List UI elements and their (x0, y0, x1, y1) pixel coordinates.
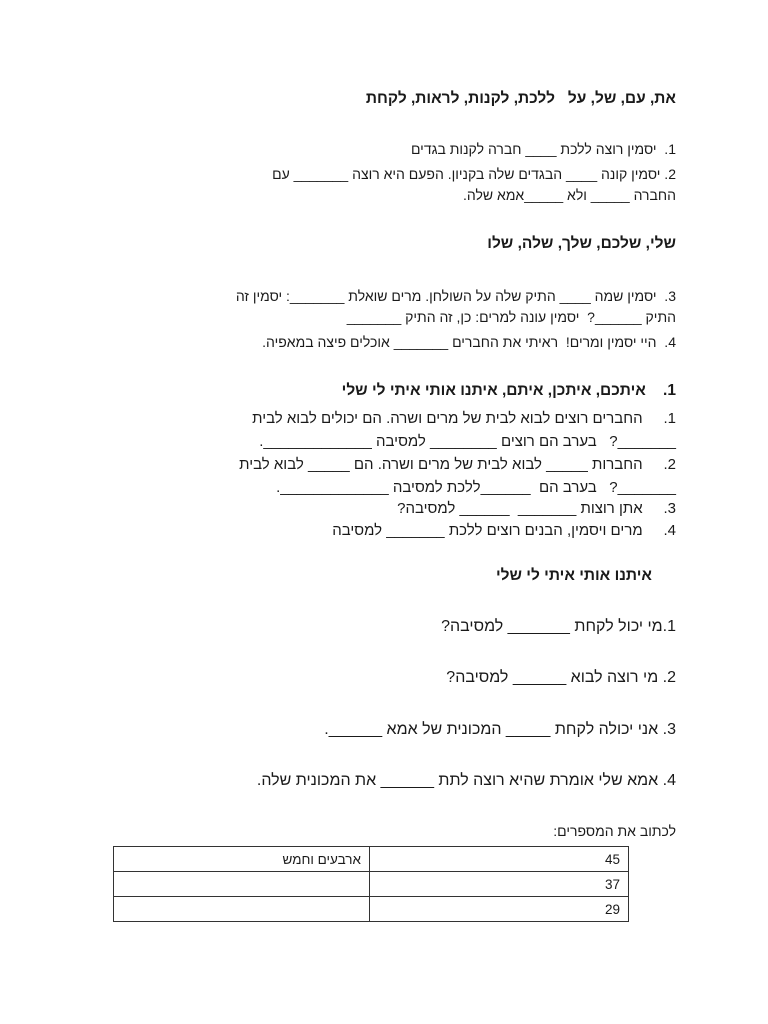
exercise-line: 2. החברות _____ לבוא לבית של מרים ושרה. הם _____ לבוא לבית (239, 456, 676, 473)
question-line: 4. אמא שלי אומרת שהיא רוצה לתת ______ את המכונית שלה. (256, 772, 676, 789)
numbers-table (113, 846, 629, 922)
exercise-line: 4. היי יסמין ומרים! ראיתי את החברים _______ אוכלים פיצה במאפיה. (262, 334, 676, 350)
numbers-instruction: לכתוב את המספרים: (553, 823, 676, 839)
exercise-line: 2. יסמין קונה ____ הבגדים שלה בקניון. הפעם היא רוצה _______ עם (272, 166, 676, 182)
exercise-line: 1. החברים רוצים לבוא לבית של מרים ושרה. הם יכולים לבוא לבית (252, 410, 676, 427)
section2-heading: שלי, שלכם, שלך, שלה, שלו (487, 235, 676, 252)
question-line: 1.מי יכול לקחת _______ למסיבה? (441, 618, 676, 635)
question-line: 3. אני יכולה לקחת _____ המכונית של אמא ______. (324, 721, 676, 738)
words-cell[interactable] (114, 872, 370, 897)
words-cell[interactable]: ארבעים וחמש (114, 847, 370, 872)
question-line: 2. מי רוצה לבוא ______ למסיבה? (446, 669, 676, 686)
section4-heading: איתנו אותי איתי לי שלי (495, 567, 652, 584)
number-cell: 37 (370, 872, 629, 897)
exercise-line: התיק ______? יסמין עונה למרים: כן, זה התיק _______ (346, 309, 676, 325)
exercise-line: 1. יסמין רוצה ללכת ____ חברה לקנות בגדים (410, 141, 676, 157)
section1-heading: את, עם, של, על ללכת, לקנות, לראות, לקחת (365, 90, 676, 107)
exercise-line: החברה _____ ולא _____אמא שלה. (463, 187, 676, 203)
exercise-line: 3. אתן רוצות _______ ______ למסיבה? (397, 500, 676, 517)
exercise-line: 4. מרים ויסמין, הבנים רוצים ללכת _______ למסיבה (332, 522, 676, 539)
exercise-line: 3. יסמין שמה ____ התיק שלה על השולחן. מרים שואלת _______: יסמין זה (235, 288, 676, 304)
table-row (114, 897, 629, 922)
exercise-line: _______? בערב הם רוצים ________ למסיבה _____________. (259, 433, 676, 450)
table-row (114, 847, 629, 872)
section3-heading: 1. איתכם, איתכן, איתם, איתנו אותי איתי לי שלי (341, 382, 676, 399)
words-cell[interactable] (114, 897, 370, 922)
exercise-line: _______? בערב הם ______ללכת למסיבה _____________. (276, 479, 676, 496)
table-row (114, 872, 629, 897)
number-cell: 45 (370, 847, 629, 872)
number-cell: 29 (370, 897, 629, 922)
